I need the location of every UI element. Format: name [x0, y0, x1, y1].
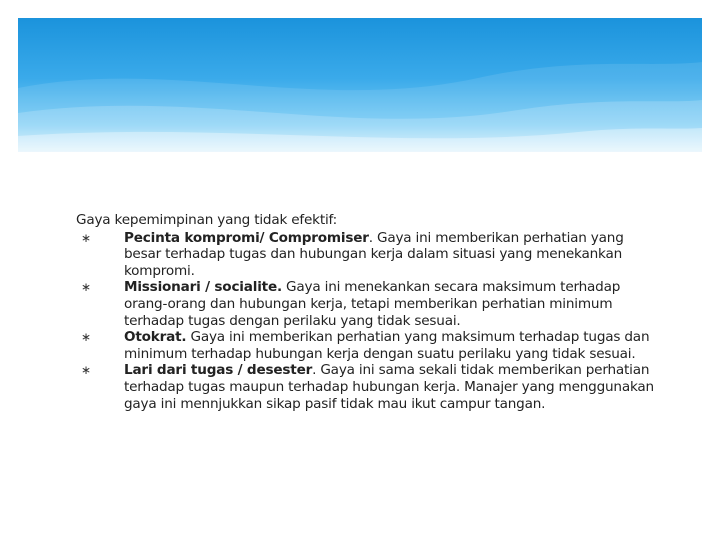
header-banner [18, 18, 702, 152]
list-item [76, 230, 656, 280]
item-text: Gaya ini memberikan perhatian yang maksimum terhadap tugas dan minimum terhadap hubungan kerja dengan suatu perilaku yang tidak sesuai. [124, 329, 650, 362]
item-term: Missionari / socialite. [124, 279, 282, 296]
list-item [76, 329, 656, 362]
list-item [76, 362, 656, 412]
item-term: Otokrat. [124, 329, 187, 346]
bullet-star-icon: ∗ [81, 330, 91, 345]
item-text: . Gaya ini memberikan perhatian yang besar terhadap tugas dan hubungan kerja dalam situasi yang menekankan kompromi. [124, 229, 624, 279]
banner-wave-decoration [18, 18, 702, 152]
item-text: . Gaya ini sama sekali tidak memberikan perhatian terhadap tugas maupun terhadap hubungan kerja. Manajer yang menggunakan gaya ini mennjukkan sikap pasif tidak mau ikut campur tangan. [124, 362, 654, 412]
list-item [76, 279, 656, 329]
item-text: Gaya ini menekankan secara maksimum terhadap orang-orang dan hubungan kerja, tetapi memberikan perhatian minimum terhadap tugas dengan perilaku yang tidak sesuai. [124, 279, 621, 329]
item-term: Pecinta kompromi/ Compromiser [124, 229, 369, 246]
bullet-star-icon: ∗ [81, 230, 91, 245]
bullet-list [76, 230, 656, 413]
item-term: Lari dari tugas / desester [124, 362, 313, 379]
slide-body [76, 212, 656, 412]
body-heading: Gaya kepemimpinan yang tidak efektif: [76, 212, 338, 228]
bullet-star-icon: ∗ [81, 280, 91, 295]
bullet-star-icon: ∗ [81, 363, 91, 378]
